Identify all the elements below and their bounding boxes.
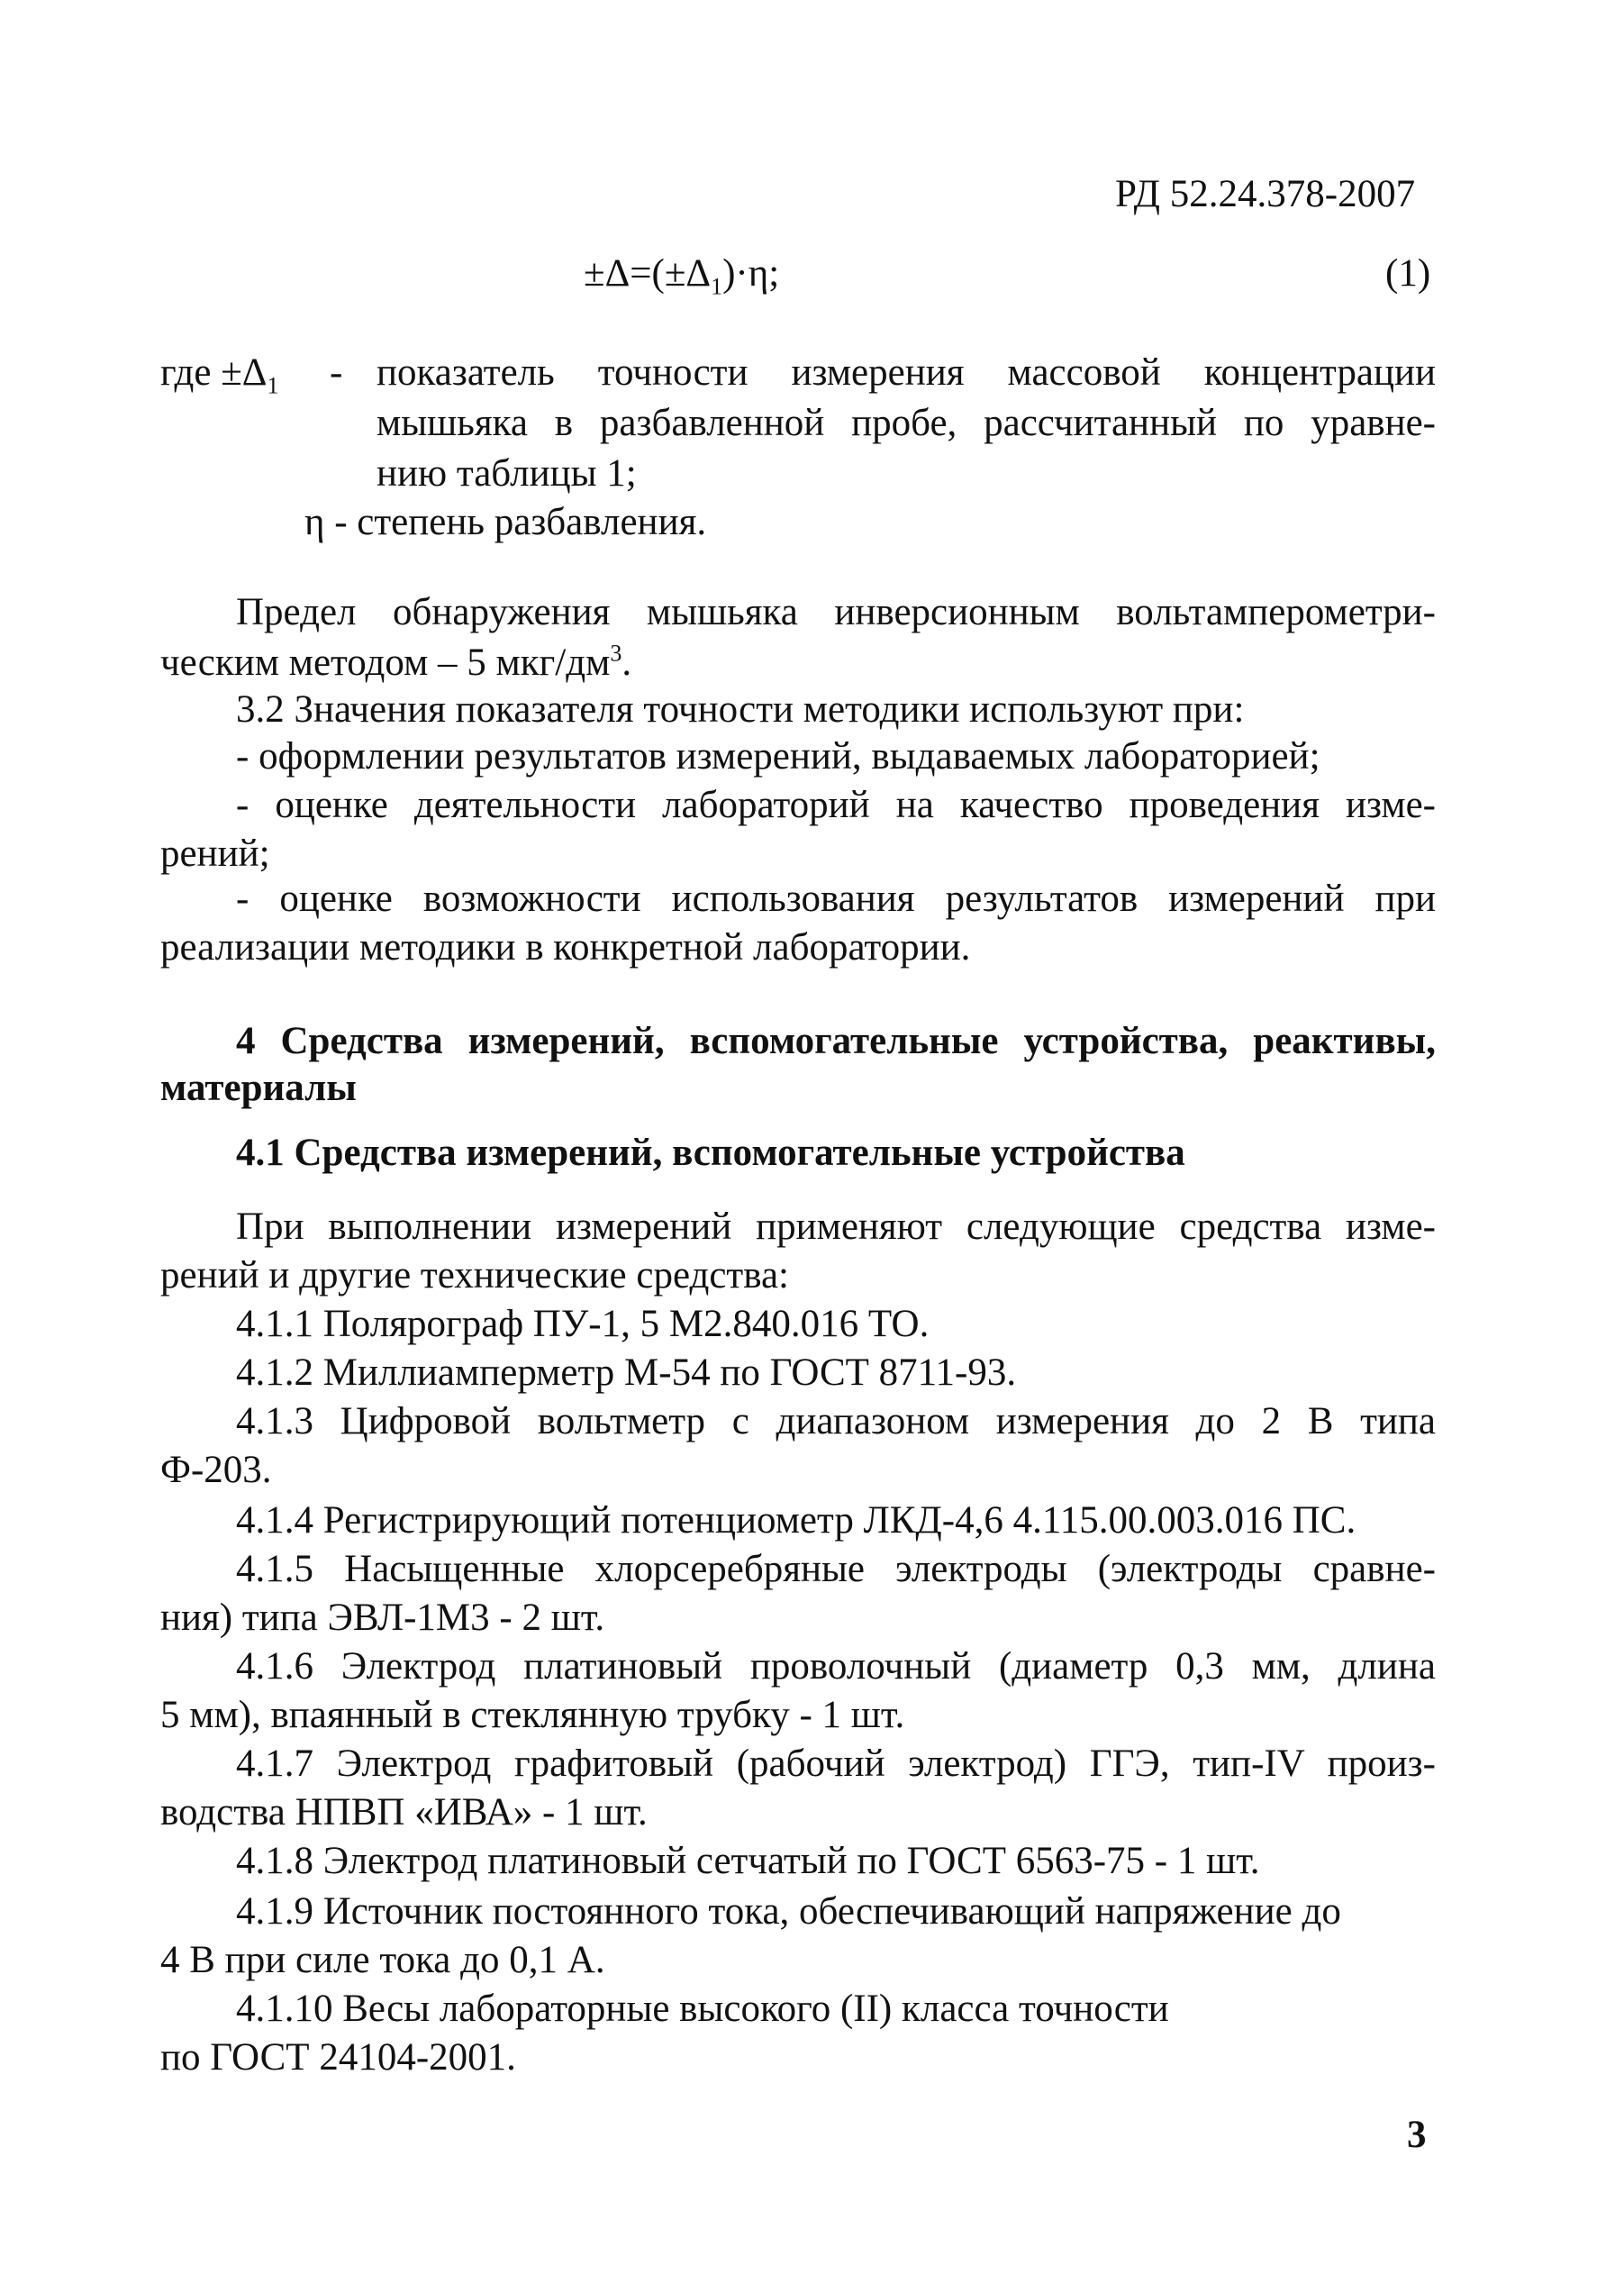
section-4-1-title: 4.1 Средства измерений, вспомогательные устройства: [236, 1132, 1185, 1174]
item-4-1-6-line-1: 4.1.6 Электрод платиновый проволочный (диаметр 0,3 мм, длина: [236, 1645, 1436, 1688]
where-text-line-3: нию таблицы 1;: [377, 452, 637, 495]
detection-limit-superscript: 3: [610, 640, 622, 667]
where-text-line-2: мышьяка в разбавленной пробе, рассчитанный по уравне-: [377, 402, 1436, 444]
section-4-1-intro-line-2: рений и другие технические средства:: [160, 1254, 789, 1297]
section-4-title-line-2: материалы: [160, 1067, 357, 1109]
section-4-title-line-1: 4 Средства измерений, вспомогательные устройства, реактивы,: [236, 1020, 1436, 1062]
section-3-2-item-3-line-2: реализации методики в конкретной лаборатории.: [160, 926, 971, 969]
section-3-2-item-2-line-2: рений;: [160, 833, 270, 875]
item-4-1-10-line-1: 4.1.10 Весы лабораторные высокого (II) класса точности: [236, 1988, 1169, 2030]
detection-limit-line-1: Предел обнаружения мышьяка инверсионным вольтамперометри-: [236, 591, 1436, 633]
page-number: 3: [1407, 2114, 1427, 2156]
detection-limit-end: .: [621, 641, 632, 684]
where-subscript: 1: [267, 372, 279, 399]
section-3-2-item-3-line-1: - оценке возможности использования результатов измерений при: [236, 878, 1436, 920]
section-3-2-item-2-line-1: - оценке деятельности лабораторий на качество проведения изме-: [236, 784, 1436, 826]
section-3-2-title: 3.2 Значения показателя точности методики используют при:: [236, 688, 1245, 731]
section-3-2-item-1: - оформлении результатов измерений, выдаваемых лабораторией;: [236, 735, 1320, 778]
item-4-1-10-line-2: по ГОСТ 24104-2001.: [160, 2036, 516, 2079]
formula-subscript: 1: [711, 273, 723, 300]
item-4-1-8: 4.1.8 Электрод платиновый сетчатый по ГОСТ 6563-75 - 1 шт.: [236, 1840, 1260, 1882]
formula-number: (1): [1385, 252, 1431, 295]
detection-limit-line-2: [160, 638, 631, 688]
where-label: [160, 348, 278, 398]
where-dash: -: [330, 351, 343, 394]
item-4-1-3-line-1: 4.1.3 Цифровой вольтметр с диапазоном измерения до 2 В типа: [236, 1400, 1436, 1442]
detection-limit-text: ческим методом – 5 мкг/дм: [160, 641, 611, 684]
item-4-1-9-line-2: 4 В при силе тока до 0,1 А.: [160, 1939, 605, 1981]
item-4-1-3-line-2: Ф-203.: [160, 1449, 272, 1491]
eta-definition: η - степень разбавления.: [304, 501, 707, 543]
item-4-1-4: 4.1.4 Регистрирующий потенциометр ЛКД-4,6 4.115.00.003.016 ПС.: [236, 1499, 1356, 1542]
item-4-1-7-line-1: 4.1.7 Электрод графитовый (рабочий электрод) ГГЭ, тип-IV произ-: [236, 1742, 1436, 1785]
where-text-line-1: показатель точности измерения массовой концентрации: [377, 351, 1436, 394]
item-4-1-7-line-2: водства НПВП «ИВА» - 1 шт.: [160, 1791, 648, 1833]
formula-left: ±Δ=(±Δ: [584, 252, 712, 295]
item-4-1-9-line-1: 4.1.9 Источник постоянного тока, обеспечивающий напряжение до: [236, 1890, 1341, 1933]
item-4-1-5-line-1: 4.1.5 Насыщенные хлорсеребряные электроды (электроды сравне-: [236, 1548, 1436, 1590]
item-4-1-2: 4.1.2 Миллиамперметр М-54 по ГОСТ 8711-93.: [236, 1351, 1017, 1394]
document-code: РД 52.24.378-2007: [1115, 173, 1416, 215]
item-4-1-1: 4.1.1 Полярограф ПУ-1, 5 М2.840.016 ТО.: [236, 1303, 930, 1345]
item-4-1-5-line-2: ния) типа ЭВЛ-1М3 - 2 шт.: [160, 1597, 605, 1639]
formula: [584, 249, 779, 299]
item-4-1-6-line-2: 5 мм), впаянный в стеклянную трубку - 1 шт.: [160, 1694, 905, 1736]
formula-right: )·η;: [722, 252, 780, 295]
where-prefix: где ±Δ: [160, 351, 268, 394]
section-4-1-intro-line-1: При выполнении измерений применяют следующие средства изме-: [236, 1206, 1436, 1248]
